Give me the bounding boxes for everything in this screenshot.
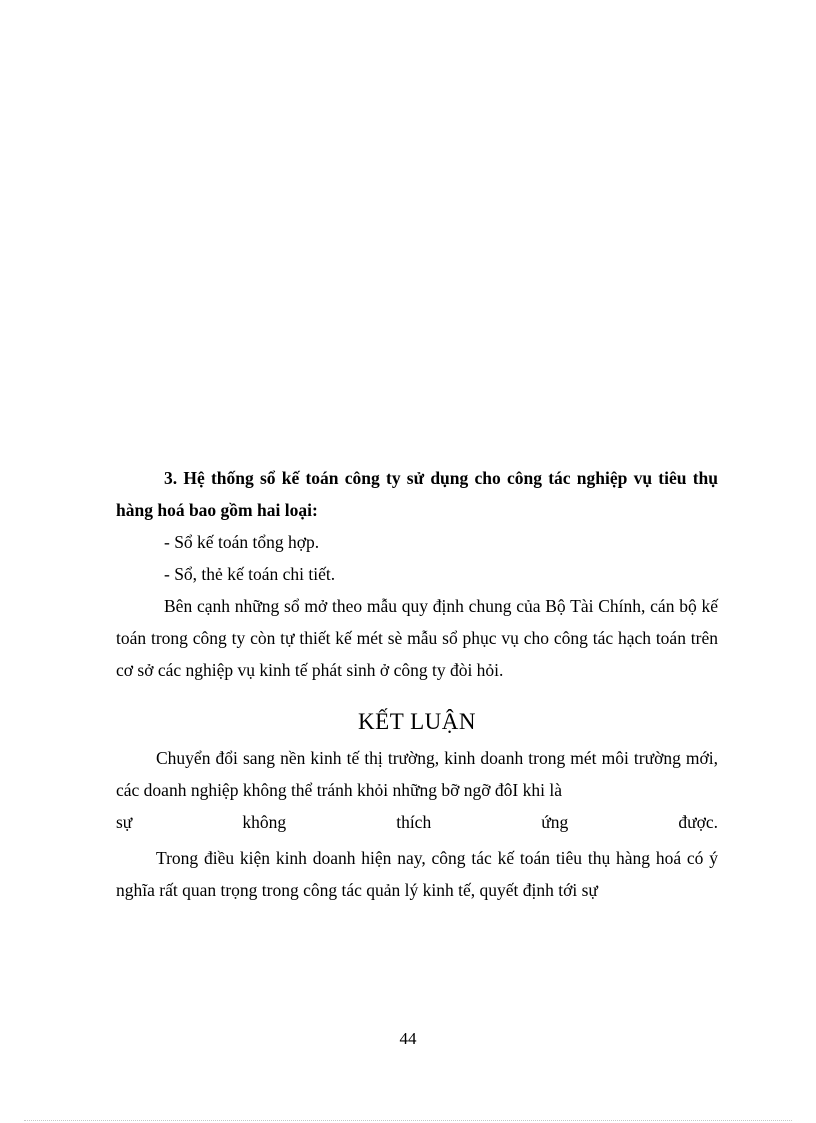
- word: thích: [396, 812, 432, 832]
- page-number: 44: [399, 1029, 417, 1048]
- word: được.: [678, 812, 718, 832]
- conclusion-paragraph-1: [116, 742, 718, 806]
- list-item-general-ledger: - Sổ kế toán tổng hợp.: [164, 532, 320, 552]
- conclusion-paragraph-1-last-line: [116, 806, 718, 838]
- section-3-heading: 3. Hệ thống sổ kế toán công ty sử dụng cho công tác nghiệp vụ tiêu thụ hàng hoá bao gồm hai loại:: [116, 468, 718, 520]
- word: ứng: [541, 812, 569, 832]
- conclusion-title: KẾT LUẬN: [358, 709, 476, 734]
- conclusion-paragraph-1-text: Chuyển đổi sang nền kinh tế thị trường, kinh doanh trong mét môi trường mới, các doanh nghiệp không thể tránh khỏi những bỡ ngỡ đôI khi là: [116, 748, 718, 800]
- list-item-detail-ledger: - Sổ, thẻ kế toán chi tiết.: [164, 564, 336, 584]
- word: sự: [116, 812, 133, 832]
- conclusion-paragraph-2: Trong điều kiện kinh doanh hiện nay, công tác kế toán tiêu thụ hàng hoá có ý nghĩa rất quan trọng trong công tác quản lý kinh tế, quyết định tới sự: [116, 848, 718, 900]
- page-content: [116, 462, 718, 906]
- section-3-paragraph: Bên cạnh những sổ mở theo mẫu quy định chung của Bộ Tài Chính, cán bộ kế toán trong công ty còn tự thiết kế mét sè mẫu sổ phục vụ cho công tác hạch toán trên cơ sở các nghiệp vụ kinh tế phát sinh ở công ty đòi hỏi.: [116, 596, 718, 680]
- word: không: [242, 812, 287, 832]
- footer-divider: [24, 1120, 792, 1121]
